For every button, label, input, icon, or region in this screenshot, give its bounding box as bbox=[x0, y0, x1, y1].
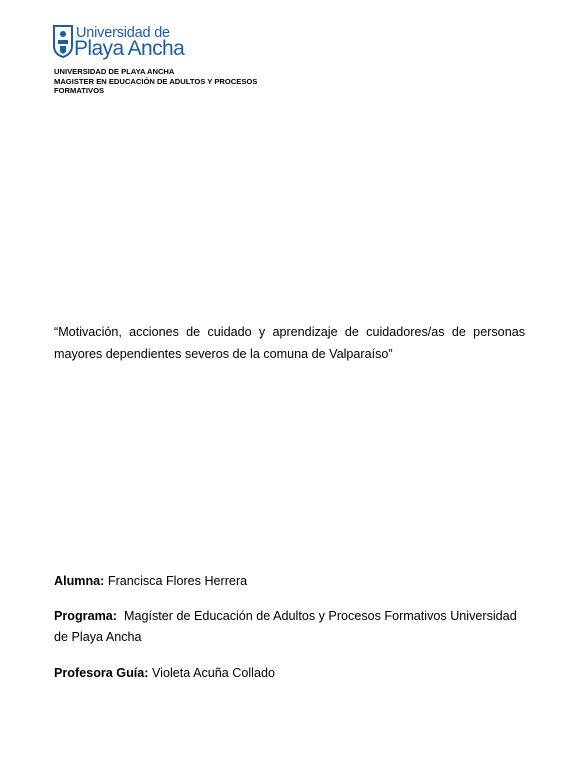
logo-text-line1: Universidad de bbox=[76, 25, 170, 41]
advisor-label: Profesora Guía: bbox=[54, 666, 149, 680]
institution-line-1: UNIVERSIDAD DE PLAYA ANCHA bbox=[54, 67, 175, 76]
program-name: Magíster de Educación de Adultos y Procesos Formativos Universidad de Playa Ancha bbox=[54, 609, 517, 644]
university-crest-icon bbox=[53, 24, 73, 58]
student-label: Alumna: bbox=[54, 574, 105, 588]
advisor-name: Violeta Acuña Collado bbox=[151, 666, 275, 680]
logo-text-line2: Playa Ancha bbox=[74, 37, 185, 60]
institution-line-2: MAGISTER EN EDUCACIÓN DE ADULTOS Y PROCESOS bbox=[54, 76, 258, 86]
advisor-field bbox=[54, 663, 529, 684]
student-name: Francisca Flores Herrera bbox=[107, 574, 248, 588]
institution-line-3: FORMATIVOS bbox=[54, 86, 105, 95]
university-logo bbox=[53, 24, 193, 62]
program-label: Programa: bbox=[54, 609, 117, 623]
thesis-title: “Motivación, acciones de cuidado y aprendizaje de cuidadores/as de personas mayores dependientes severos de la comuna de Valparaíso” bbox=[54, 325, 525, 361]
program-field bbox=[54, 606, 529, 648]
student-field bbox=[54, 571, 529, 592]
institution-header bbox=[54, 67, 354, 96]
